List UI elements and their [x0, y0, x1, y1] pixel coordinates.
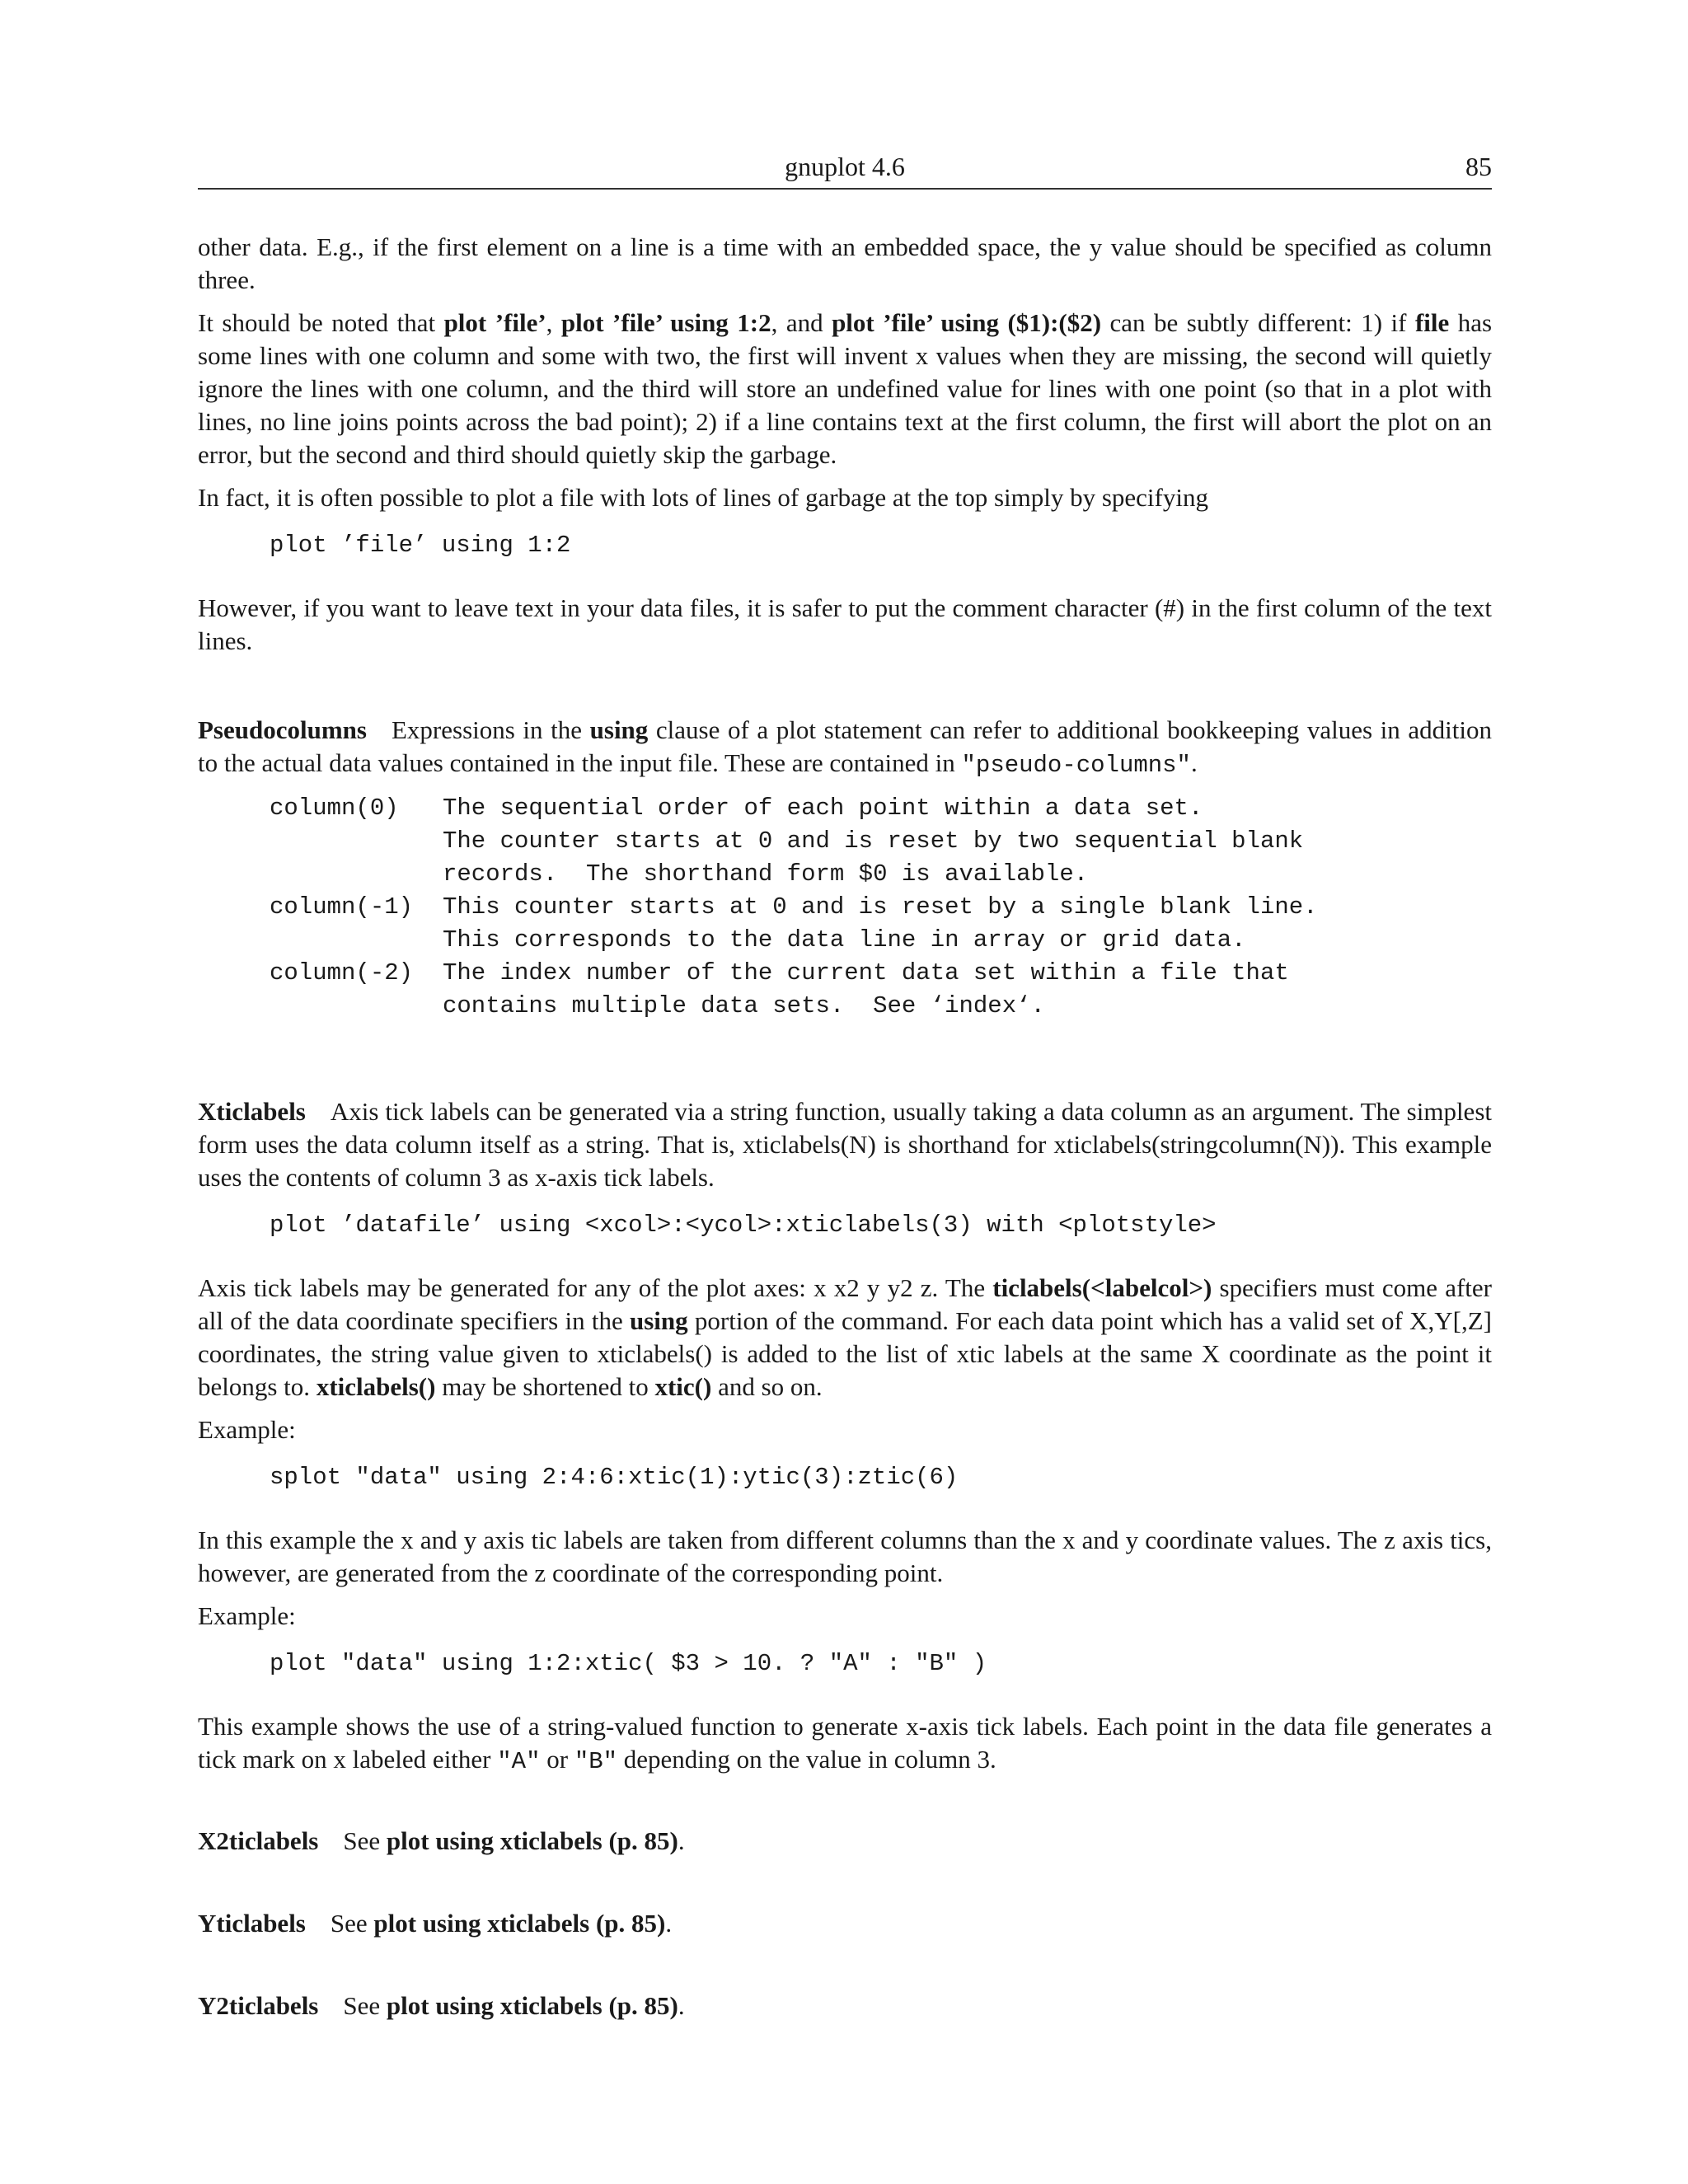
- bold-term: xticlabels(): [316, 1372, 436, 1401]
- section-pseudocolumns: [198, 714, 1492, 782]
- bold-term: plot ’file’: [443, 308, 546, 337]
- bold-term: using: [589, 715, 649, 744]
- paragraph-comment-character: However, if you want to leave text in your data files, it is safer to put the comment character (#) in the first column of the text lines.: [198, 593, 1492, 655]
- see-text: See: [330, 1909, 368, 1938]
- page-content: [198, 231, 1492, 2072]
- page-header: [198, 150, 1492, 190]
- example-label: Example:: [198, 1601, 296, 1630]
- code-example: plot ’datafile’ using <xcol>:<ycol>:xticlabels(3) with <plotstyle>: [270, 1212, 1217, 1239]
- code-example: plot ’file’ using 1:2: [270, 532, 571, 559]
- text: may be shortened to: [435, 1372, 655, 1401]
- section-x2ticlabels: [198, 1825, 1492, 1858]
- code-example: splot "data" using 2:4:6:xtic(1):ytic(3):ztic(6): [270, 1464, 959, 1491]
- bold-term: plot ’file’ using 1:2: [560, 308, 771, 337]
- pseudocolumn-name: column(0): [270, 794, 399, 822]
- bold-term: ticlabels(<labelcol>): [992, 1273, 1212, 1302]
- section-xticlabels: [198, 1095, 1492, 1194]
- text: has some lines with one column and some with two, the first will invent x values when they are missing, the second will quietly ignore the lines with one column, and the third will store an undefined value for lines with one point (so that in a plot with lines, no line joins points across the bad point); 2) if a line contains text at the first column, the first will abort the plot on an error, but the second and third should quietly skip the garbage.: [198, 308, 1493, 469]
- text: Expressions in the: [391, 715, 590, 744]
- text: ,: [546, 308, 561, 337]
- see-text: See: [343, 1991, 381, 2020]
- section-title: Yticlabels: [198, 1909, 306, 1938]
- pseudocolumn-table: [270, 792, 1318, 1023]
- text: Axis tick labels may be generated for any of the plot axes: x x2 y y2 z. The: [198, 1273, 993, 1302]
- mono-term: "A": [497, 1748, 541, 1775]
- table-row: [270, 957, 1318, 1023]
- section-yticlabels: [198, 1907, 1492, 1940]
- section-title: X2ticlabels: [198, 1826, 319, 1855]
- section-y2ticlabels: [198, 1990, 1492, 2022]
- mono-term: "pseudo-columns": [961, 752, 1191, 779]
- text: This example shows the use of a string-valued function to generate x-axis tick labels. Each point in the data file generates a tick mark on x labeled either: [198, 1712, 1492, 1774]
- pseudocolumn-description: The sequential order of each point within a data set. The counter starts at 0 and is reset by two sequential blank records. The shorthand form $0 is available.: [443, 794, 1304, 888]
- code-example: plot "data" using 1:2:xtic( $3 > 10. ? "A" : "B" ): [270, 1650, 987, 1677]
- pseudocolumn-description: This counter starts at 0 and is reset by a single blank line. This corresponds to the data line in array or grid data.: [443, 893, 1318, 954]
- bold-term: file: [1414, 308, 1450, 337]
- text: specifiers must come after all of the data coordinate specifiers in the: [198, 1273, 1492, 1335]
- table-row: [270, 792, 1318, 891]
- text: .: [678, 1991, 685, 2020]
- cross-reference-link[interactable]: plot using xticlabels (p. 85): [386, 1826, 678, 1855]
- pseudocolumn-name: column(-1): [270, 893, 414, 921]
- mono-term: "B": [574, 1748, 618, 1775]
- paragraph-other-data: other data. E.g., if the first element on a line is a time with an embedded space, the y value should be specified as column three.: [198, 232, 1492, 294]
- bold-term: xtic(): [654, 1372, 712, 1401]
- bold-term: plot ’file’ using ($1):($2): [832, 308, 1102, 337]
- paragraph-string-valued-function: [198, 1710, 1492, 1779]
- text: .: [1190, 748, 1198, 777]
- paragraph-different-columns: In this example the x and y axis tic labels are taken from different columns than the x and y coordinate values. The z axis tics, however, are generated from the z coordinate of the corresponding point.: [198, 1526, 1492, 1587]
- section-title: Y2ticlabels: [198, 1991, 319, 2020]
- text: and so on.: [711, 1372, 823, 1401]
- table-row: [270, 891, 1318, 957]
- section-title: Pseudocolumns: [198, 715, 367, 744]
- text: , and: [771, 308, 832, 337]
- cross-reference-link[interactable]: plot using xticlabels (p. 85): [373, 1909, 666, 1938]
- bold-term: using: [630, 1306, 688, 1335]
- cross-reference-link[interactable]: plot using xticlabels (p. 85): [386, 1991, 678, 2020]
- paragraph-subtle-difference: [198, 307, 1492, 471]
- see-text: See: [343, 1826, 381, 1855]
- text: can be subtly different: 1) if: [1101, 308, 1415, 337]
- page-number: 85: [1465, 152, 1492, 181]
- pseudocolumn-name: column(-2): [270, 959, 414, 987]
- text: or: [540, 1745, 574, 1774]
- text: It should be noted that: [198, 308, 444, 337]
- section-title: Xticlabels: [198, 1097, 306, 1126]
- paragraph-garbage-lines: In fact, it is often possible to plot a file with lots of lines of garbage at the top simply by specifying: [198, 483, 1208, 512]
- text: portion of the command. For each data point which has a valid set of X,Y[,Z] coordinates, the string value given to xticlabels() is added to the list of xtic labels at the same X coordinate as the point it belongs to.: [198, 1306, 1492, 1401]
- paragraph-axis-tick-labels: [198, 1272, 1492, 1404]
- text: .: [665, 1909, 673, 1938]
- example-label: Example:: [198, 1415, 296, 1444]
- running-title: gnuplot 4.6: [785, 152, 905, 181]
- text: Axis tick labels can be generated via a string function, usually taking a data column as an argument. The simplest form uses the data column itself as a string. That is, xticlabels(N) is shorthand for xticlabels(stringcolumn(N)). This example uses the contents of column 3 as x-axis tick labels.: [198, 1097, 1492, 1192]
- pseudocolumn-description: The index number of the current data set within a file that contains multiple data sets. See ‘index‘.: [443, 959, 1289, 1019]
- text: depending on the value in column 3.: [617, 1745, 996, 1774]
- text: clause of a plot statement can refer to additional bookkeeping values in addition to the actual data values contained in the input file. These are contained in: [198, 715, 1492, 777]
- text: .: [678, 1826, 685, 1855]
